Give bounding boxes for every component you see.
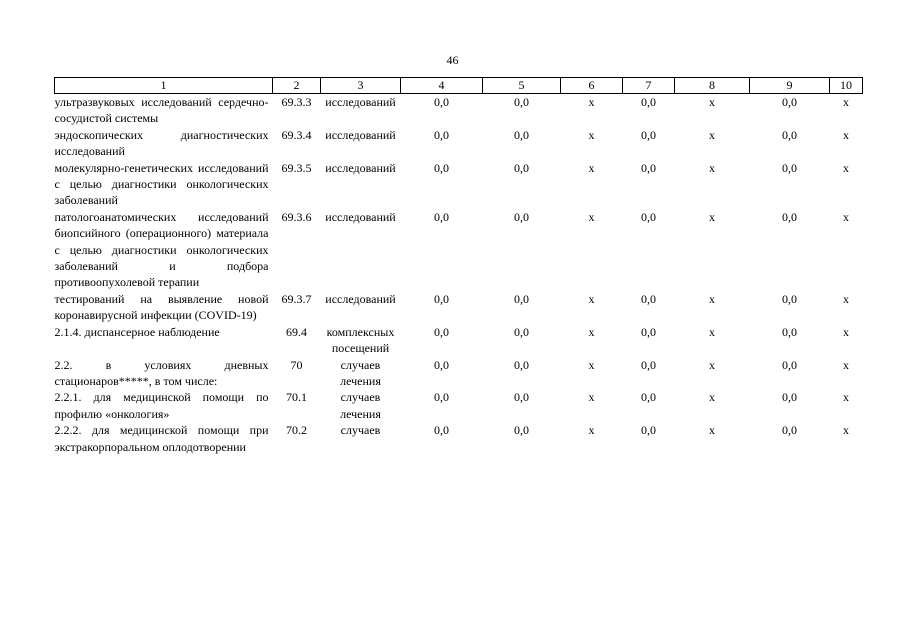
row-unit: случаев <box>340 423 381 438</box>
row-col4: 0,0 <box>434 324 449 339</box>
header-col-4: 4 <box>401 78 483 94</box>
row-col6: х <box>588 357 595 372</box>
row-col8: х <box>709 390 715 405</box>
row-col8: х <box>709 95 715 109</box>
row-unit: исследований <box>325 209 396 224</box>
table-row <box>55 127 863 160</box>
row-col9: 0,0 <box>782 423 797 438</box>
page-number: 46 <box>446 53 459 67</box>
row-name: ультразвуковых исследований сердечно-сосудистой системы <box>54 95 269 126</box>
row-col10: х <box>843 423 849 438</box>
header-col-1: 1 <box>55 78 273 94</box>
table-row <box>55 324 863 357</box>
row-name: 2.2. в условиях дневных стационаров*****, в том числе: <box>54 357 269 388</box>
row-col4: 0,0 <box>434 357 449 372</box>
row-code: 70.2 <box>286 423 307 438</box>
row-name: 2.2.1. для медицинской помощи по профилю «онкология» <box>54 390 269 421</box>
row-col10: х <box>843 357 849 372</box>
row-name: 2.1.4. диспансерное наблюдение <box>54 324 220 339</box>
row-col5: 0,0 <box>514 95 529 109</box>
row-code: 69.3.5 <box>281 160 312 175</box>
row-col5: 0,0 <box>514 127 529 142</box>
row-name: патологоанатомических исследований биопсийного (операционного) материала с целью диагностики онкологических заболеваний и подбора противоопухолевой терапии <box>54 209 269 290</box>
row-col5: 0,0 <box>514 160 529 175</box>
row-col10: х <box>843 291 849 306</box>
header-col-2: 2 <box>273 78 321 94</box>
row-col7: 0,0 <box>641 291 656 306</box>
row-col9: 0,0 <box>782 357 797 372</box>
table-row <box>55 389 863 422</box>
row-code: 69.3.6 <box>281 209 312 224</box>
row-col9: 0,0 <box>782 390 797 405</box>
row-col8: х <box>709 423 715 438</box>
header-col-10: 10 <box>830 78 863 94</box>
row-col9: 0,0 <box>782 291 797 306</box>
row-unit: исследований <box>325 95 396 109</box>
row-col6: х <box>588 209 595 224</box>
row-col5: 0,0 <box>514 357 529 372</box>
row-name: эндоскопических диагностических исследований <box>54 127 269 159</box>
row-code: 69.3.3 <box>281 95 312 109</box>
table-row <box>55 291 863 324</box>
row-col6: х <box>588 324 595 339</box>
header-row <box>55 78 863 94</box>
row-unit: случаев лечения <box>340 390 381 421</box>
table-row <box>55 357 863 390</box>
data-table <box>54 77 863 455</box>
row-col10: х <box>843 95 849 109</box>
row-col7: 0,0 <box>641 209 656 224</box>
row-code: 70.1 <box>286 390 307 405</box>
row-col5: 0,0 <box>514 390 529 405</box>
header-col-5: 5 <box>483 78 561 94</box>
row-col4: 0,0 <box>434 423 449 438</box>
row-col5: 0,0 <box>514 209 529 224</box>
row-col9: 0,0 <box>782 209 797 224</box>
header-col-6: 6 <box>561 78 623 94</box>
row-col6: х <box>588 160 595 175</box>
row-name: тестирований на выявление новой коронавирусной инфекции (COVID-19) <box>54 291 269 323</box>
header-col-8: 8 <box>675 78 750 94</box>
row-unit: исследований <box>325 127 396 142</box>
row-name: 2.2.2. для медицинской помощи при экстракорпоральном оплодотворении <box>54 423 269 454</box>
row-col8: х <box>709 127 715 142</box>
row-col4: 0,0 <box>434 390 449 405</box>
table-row <box>55 160 863 209</box>
row-col7: 0,0 <box>641 423 656 438</box>
row-col7: 0,0 <box>641 95 656 109</box>
row-unit: исследований <box>325 160 396 175</box>
row-name: молекулярно-генетических исследований с целью диагностики онкологических заболеваний <box>54 160 269 208</box>
row-code: 69.4 <box>286 324 307 339</box>
row-col5: 0,0 <box>514 423 529 438</box>
row-col9: 0,0 <box>782 95 797 109</box>
row-col6: х <box>588 390 595 405</box>
row-col7: 0,0 <box>641 357 656 372</box>
row-col4: 0,0 <box>434 160 449 175</box>
row-col8: х <box>709 160 715 175</box>
table-row <box>55 209 863 291</box>
row-col8: х <box>709 291 715 306</box>
row-unit: исследований <box>325 291 396 306</box>
row-col6: х <box>588 95 595 109</box>
row-col4: 0,0 <box>434 95 449 109</box>
table-row <box>55 94 863 127</box>
row-code: 69.3.7 <box>281 291 312 306</box>
row-col9: 0,0 <box>782 127 797 142</box>
table-row <box>55 422 863 455</box>
header-col-7: 7 <box>623 78 675 94</box>
header-col-3: 3 <box>321 78 401 94</box>
row-col10: х <box>843 160 849 175</box>
row-col10: х <box>843 127 849 142</box>
row-unit: случаев лечения <box>340 357 381 388</box>
row-col10: х <box>843 390 849 405</box>
row-col9: 0,0 <box>782 324 797 339</box>
row-col6: х <box>588 423 595 438</box>
row-col4: 0,0 <box>434 127 449 142</box>
header-col-9: 9 <box>750 78 830 94</box>
row-col6: х <box>588 291 595 306</box>
row-col6: х <box>588 127 595 142</box>
row-col8: х <box>709 357 715 372</box>
row-col8: х <box>709 209 715 224</box>
row-col4: 0,0 <box>434 209 449 224</box>
row-code: 70 <box>290 357 303 372</box>
row-col9: 0,0 <box>782 160 797 175</box>
row-col7: 0,0 <box>641 324 656 339</box>
row-col7: 0,0 <box>641 390 656 405</box>
row-code: 69.3.4 <box>281 127 312 142</box>
row-col10: х <box>843 209 849 224</box>
row-col10: х <box>843 324 849 339</box>
row-col4: 0,0 <box>434 291 449 306</box>
row-col8: х <box>709 324 715 339</box>
row-col5: 0,0 <box>514 324 529 339</box>
row-col5: 0,0 <box>514 291 529 306</box>
row-col7: 0,0 <box>641 127 656 142</box>
row-col7: 0,0 <box>641 160 656 175</box>
row-unit: комплексных посещений <box>326 324 395 356</box>
